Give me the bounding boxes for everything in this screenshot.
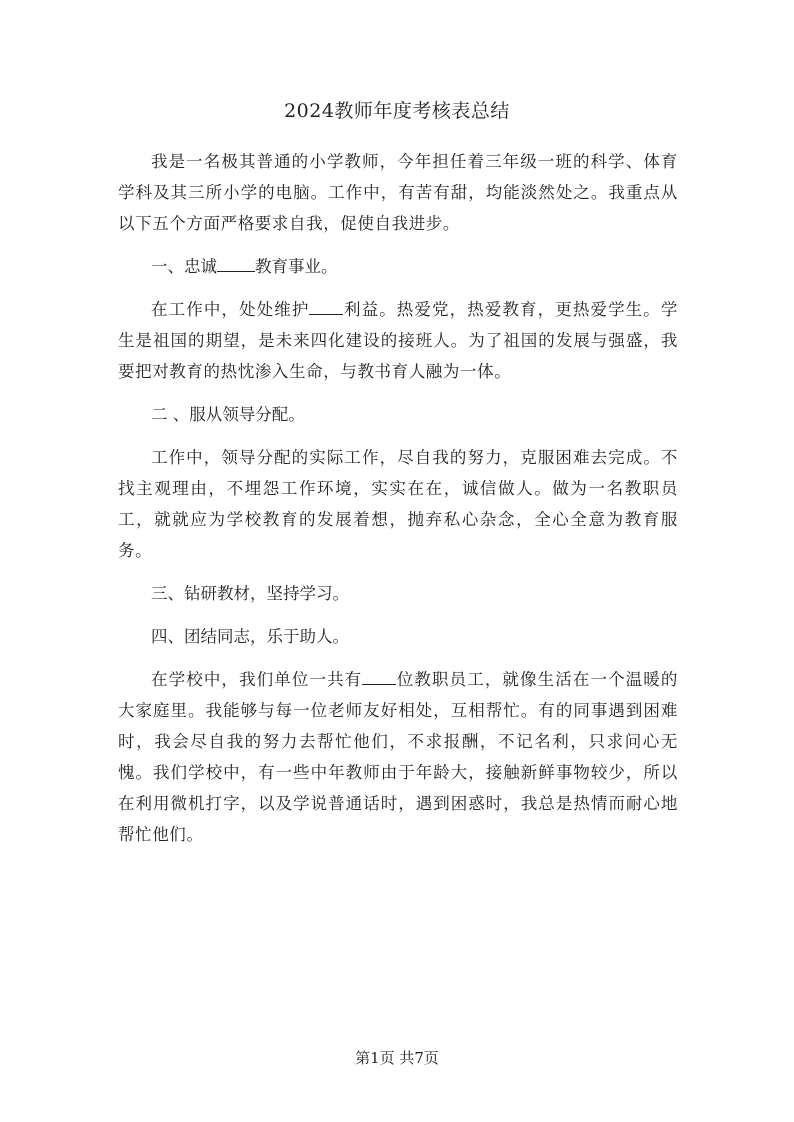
page-number: 第1页 共7页 xyxy=(355,1049,439,1067)
document-title: 2024教师年度考核表总结 xyxy=(284,100,510,122)
paragraph-intro: 我是一名极其普通的小学教师，今年担任着三年级一班的科学、体育学科及其三所小学的电脑。工作中，有苦有甜，均能淡然处之。我重点从以下五个方面严格要求自我，促使自我进步。 xyxy=(118,152,678,233)
section-heading-3: 三、钻研教材，坚持学习。 xyxy=(151,584,349,603)
paragraph-section-4 xyxy=(118,664,678,850)
fill-blank-1 xyxy=(217,257,255,272)
section-heading-1-suffix: 教育事业。 xyxy=(255,257,338,276)
paragraph-section-4-suffix: 位教职员工，就像生活在一个温暖的大家庭里。我能够与每一位老师友好相处，互相帮忙。有的同事遇到困难时，我会尽自我的努力去帮忙他们，不求报酬，不记名利，只求问心无愧。我们学校中，有一些中年教师由于年龄大，接触新鲜事物较少，所以在利用微机打字，以及学说普通话时，遇到困惑时，我总是热情而耐心地帮忙他们。 xyxy=(118,670,678,844)
fill-blank-2 xyxy=(309,300,343,315)
section-heading-1 xyxy=(118,251,678,282)
section-heading-2: 二 、服从领导分配。 xyxy=(151,405,305,424)
paragraph-section-1 xyxy=(118,294,678,387)
paragraph-section-1-suffix: 利益。热爱党，热爱教育，更热爱学生。学生是祖国的期望，是未来四化建设的接班人。为了祖国的发展与强盛，我要把对教育的热忱渗入生命，与教书育人融为一体。 xyxy=(118,300,678,381)
paragraph-section-1-prefix: 在工作中，处处维护 xyxy=(151,300,310,319)
section-heading-1-prefix: 一、忠诚 xyxy=(151,257,217,276)
fill-blank-3 xyxy=(362,670,396,685)
paragraph-section-2: 工作中，领导分配的实际工作，尽自我的努力，克服困难去完成。不找主观理由，不埋怨工作环境，实实在在，诚信做人。做为一名教职员工，就就应为学校教育的发展着想，抛弃私心杂念，全心全意为教育服务。 xyxy=(118,448,678,560)
document-body xyxy=(118,146,678,850)
section-heading-4: 四、团结同志，乐于助人。 xyxy=(151,627,349,646)
paragraph-section-4-prefix: 在学校中，我们单位一共有 xyxy=(151,670,363,689)
